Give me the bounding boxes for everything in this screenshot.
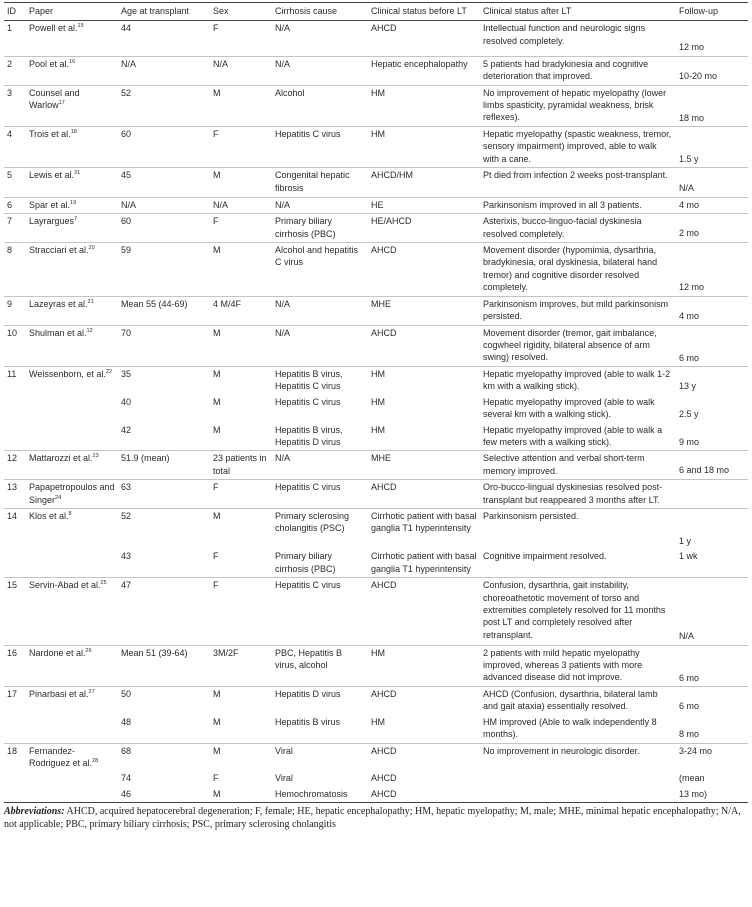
cell-id: 12 [4, 451, 26, 480]
cell-cause: Hepatitis C virus [275, 396, 341, 407]
cell-follow-up: 1.5 y [676, 127, 748, 168]
cell-follow-up: 6 mo [676, 645, 748, 686]
cell-age: N/A [118, 56, 210, 85]
cell-status-after: Confusion, dysarthria, gait instability, choreoathetotic movement of torso and extremities completely resolved for 11 months post LT and completely resolved after retransplant. [480, 578, 676, 645]
cell-sex: F [213, 551, 219, 562]
table-row [4, 451, 748, 480]
table-row [4, 85, 748, 126]
cell-follow-up: 6 mo [676, 687, 748, 715]
cell-sex: M [210, 168, 272, 197]
cell-id: 18 [4, 743, 26, 771]
cell-status-before: Cirrhotic patient with basal ganglia T1 hyperintensity [368, 508, 480, 549]
cell-status-before: AHCD [368, 578, 480, 645]
cell-follow-up: 13 y [676, 366, 748, 394]
cell-status-before: AHCD [368, 687, 480, 715]
cell-cause: Primary biliary cirrhosis (PBC) [272, 214, 368, 243]
cell-status-after: Parkinsonism improves, but mild parkinsonism persisted. [480, 296, 676, 325]
cell-status-before: AHCD [368, 787, 480, 803]
cell-cause: Primary biliary cirrhosis (PBC) [275, 551, 336, 574]
cell-sex: F [210, 578, 272, 645]
cell-sex: M [210, 85, 272, 126]
cell-follow-up: N/A [676, 168, 748, 197]
cell-id [4, 395, 26, 423]
cell-cause: Alcohol and hepatitis C virus [272, 243, 368, 297]
cell-status-before: HM [371, 396, 385, 407]
cell-cause: Hepatitis C virus [272, 127, 368, 168]
reference-number: 21 [87, 298, 94, 305]
cell-id: 17 [4, 687, 26, 715]
cell-sex: M [210, 366, 272, 394]
paper-name: Pool et al. [29, 58, 70, 69]
cell-cause: Hepatitis D virus [272, 687, 368, 715]
cell-cause: Congenital hepatic fibrosis [272, 168, 368, 197]
table-row [4, 325, 748, 366]
reference-number: 7 [74, 216, 78, 223]
cell-id [4, 771, 26, 786]
paper-name: Weissenborn, et al. [29, 368, 106, 379]
cell-id: 3 [4, 85, 26, 126]
cell-status-after: Pt died from infection 2 weeks post-transplant. [480, 168, 676, 197]
cell-status-before: AHCD [368, 325, 480, 366]
cell-sex: M [210, 325, 272, 366]
cell-status-before: HM [368, 645, 480, 686]
cell-age: 60 [118, 127, 210, 168]
cell-id: 4 [4, 127, 26, 168]
cell-sex: M [213, 716, 221, 727]
cell-id: 14 [4, 508, 26, 549]
cell-status-before: HE [368, 197, 480, 213]
paper-name: Trois et al. [29, 129, 71, 140]
header-sex: Sex [210, 3, 272, 21]
cell-paper [26, 645, 118, 686]
header-status-after: Clinical status after LT [480, 3, 676, 21]
cell-age: 50 [118, 687, 210, 715]
reference-number: 31 [74, 170, 81, 177]
cell-id: 6 [4, 197, 26, 213]
cell-paper [26, 687, 118, 715]
cell-id: 1 [4, 21, 26, 56]
paper-name: Shulman et al. [29, 327, 87, 338]
cell-paper [26, 21, 118, 56]
cell-follow-up: 2 mo [676, 214, 748, 243]
cell-id: 7 [4, 214, 26, 243]
cell-status-after: Parkinsonism improved in all 3 patients. [480, 197, 676, 213]
cell-sex: N/A [210, 56, 272, 85]
table-row [4, 787, 748, 803]
cell-sex: 23 patients in total [210, 451, 272, 480]
cell-sex: M [213, 424, 221, 435]
abbreviations-footnote [4, 806, 748, 831]
paper-name: Nardone et al. [29, 647, 86, 658]
table-row [4, 715, 748, 743]
cell-cause: Hemochromatosis [272, 787, 368, 803]
cell-sex: M [210, 508, 272, 549]
cell-sex: F [210, 480, 272, 509]
cell-paper [26, 787, 118, 803]
cell-status-after: Parkinsonism persisted. [480, 508, 676, 549]
paper-name: Layrargues [29, 216, 75, 227]
cell-age: 63 [118, 480, 210, 509]
cell-sex: M [210, 243, 272, 297]
cell-paper [26, 56, 118, 85]
cell-follow-up: 3-24 mo [676, 743, 748, 771]
cell-status-before: HM [368, 366, 480, 394]
cell-age: 68 [118, 743, 210, 771]
reference-number: 23 [92, 453, 99, 460]
cell-age: 74 [121, 773, 132, 784]
cell-follow-up: 4 mo [676, 296, 748, 325]
reference-number: 18 [70, 129, 77, 136]
cell-id: 15 [4, 578, 26, 645]
cell-paper [26, 743, 118, 771]
table-row [4, 168, 748, 197]
reference-number: 26 [85, 647, 92, 654]
cell-status-after: Hepatic myelopathy improved (able to walk 1-2 km with a walking stick). [480, 366, 676, 394]
paper-name: Servin-Abad et al. [29, 580, 101, 591]
cell-age: 52 [118, 85, 210, 126]
cell-status-before: AHCD [368, 21, 480, 56]
cell-sex: F [210, 127, 272, 168]
cell-cause: Hepatitis B virus, Hepatitis C virus [272, 366, 368, 394]
cell-age: 48 [121, 716, 132, 727]
footnote-label: Abbreviations: [4, 806, 65, 818]
table-row [4, 508, 748, 549]
cell-cause: Hepatitis C virus [272, 578, 368, 645]
cell-follow-up: 2.5 y [679, 408, 699, 419]
cell-age: 52 [118, 508, 210, 549]
cell-status-after: Movement disorder (hypomimia, dysarthria, bradykinesia, oral dyskinesia, bilateral hand tremor) and cognitive disorder resolved completely. [480, 243, 676, 297]
cell-status-after: Asterixis, bucco-linguo-facial dyskinesia resolved completely. [480, 214, 676, 243]
cell-status-after: HM improved (Able to walk independently 8 months). [483, 716, 657, 740]
header-paper: Paper [26, 3, 118, 21]
table-row [4, 549, 748, 577]
header-id: ID [4, 3, 26, 21]
cell-status-after [480, 787, 676, 803]
cell-cause: N/A [272, 325, 368, 366]
cell-age: Mean 55 (44-69) [118, 296, 210, 325]
cell-age: 47 [118, 578, 210, 645]
cell-id: 10 [4, 325, 26, 366]
cell-sex: N/A [210, 197, 272, 213]
cell-cause: Viral [272, 743, 368, 771]
cell-cause: N/A [272, 296, 368, 325]
cell-age: 44 [118, 21, 210, 56]
cell-follow-up: 12 mo [676, 21, 748, 56]
cell-follow-up: 10-20 mo [676, 56, 748, 85]
cell-status-before: HM [368, 127, 480, 168]
table-body [4, 21, 748, 803]
paper-name: Papapetropoulos and Singer [29, 482, 115, 505]
cell-sex: M [210, 687, 272, 715]
cell-status-after: Hepatic myelopathy (spastic weakness, tremor, sensory impairment) improved, able to walk with a cane. [480, 127, 676, 168]
cell-paper [26, 395, 118, 423]
cell-paper [26, 715, 118, 743]
cell-cause: Viral [275, 773, 293, 784]
cell-status-after: Oro-bucco-lingual dyskinesias resolved post-transplant but reappeared 3 months after LT. [480, 480, 676, 509]
table-row [4, 21, 748, 56]
cell-cause: N/A [272, 56, 368, 85]
cell-sex: F [210, 214, 272, 243]
cell-age: 70 [118, 325, 210, 366]
cell-sex: 4 M/4F [210, 296, 272, 325]
paper-name: Mattarozzi et al. [29, 453, 93, 464]
cell-status-before: Hepatic encephalopathy [368, 56, 480, 85]
cell-cause: N/A [272, 21, 368, 56]
header-age: Age at transplant [118, 3, 210, 21]
cell-follow-up: 6 and 18 mo [676, 451, 748, 480]
cell-paper [26, 127, 118, 168]
table-row [4, 56, 748, 85]
table-row [4, 366, 748, 394]
cell-paper [26, 168, 118, 197]
cell-sex: M [213, 396, 221, 407]
cell-age: 42 [121, 424, 132, 435]
reference-number: 20 [88, 245, 95, 252]
table-row [4, 687, 748, 715]
cell-cause: Hepatitis B virus [275, 716, 341, 727]
table-container [4, 2, 748, 831]
cell-status-after: Hepatic myelopathy improved (able to walk a few meters with a walking stick). [483, 424, 663, 447]
table-row [4, 645, 748, 686]
cell-sex: M [210, 743, 272, 771]
cell-status-after: No improvement in neurologic disorder. [480, 743, 676, 771]
cell-follow-up [676, 480, 748, 509]
cell-age: 35 [118, 366, 210, 394]
paper-name: Stracciari et al. [29, 245, 89, 256]
cell-paper [26, 771, 118, 786]
cell-cause: Hepatitis C virus [272, 480, 368, 509]
cell-paper [26, 197, 118, 213]
cell-status-after: 5 patients had bradykinesia and cognitive deterioration that improved. [480, 56, 676, 85]
cell-age: N/A [118, 197, 210, 213]
cell-cause: N/A [272, 197, 368, 213]
cell-status-after: Intellectual function and neurologic signs resolved completely. [480, 21, 676, 56]
cell-status-before: AHCD [368, 243, 480, 297]
cell-age: Mean 51 (39-64) [118, 645, 210, 686]
cell-id: 2 [4, 56, 26, 85]
reference-number: 25 [100, 580, 107, 587]
cell-age: 59 [118, 243, 210, 297]
reference-number: 28 [92, 758, 99, 765]
cell-status-after: Hepatic myelopathy improved (able to walk several km with a walking stick). [483, 396, 655, 420]
cell-status-after [480, 771, 676, 786]
cell-id: 9 [4, 296, 26, 325]
cell-status-before: AHCD/HM [368, 168, 480, 197]
cell-id: 11 [4, 366, 26, 394]
cell-status-after: AHCD (Confusion, dysarthria, bilateral lamb and gait ataxia) essentially resolved. [480, 687, 676, 715]
cell-status-before: MHE [368, 451, 480, 480]
cell-paper [26, 214, 118, 243]
table-row [4, 127, 748, 168]
paper-name: Pinarbasi et al. [29, 689, 89, 699]
reference-number: 12 [86, 327, 93, 334]
cell-id [4, 549, 26, 577]
cell-follow-up: 13 mo) [676, 787, 748, 803]
cell-age: 51.9 (mean) [118, 451, 210, 480]
cell-status-before: Cirrhotic patient with basal ganglia T1 hyperintensity [371, 551, 477, 574]
reference-number: 19 [70, 199, 77, 206]
reference-number: 17 [58, 100, 65, 107]
cell-sex: F [213, 773, 219, 784]
reference-number: 15 [77, 23, 84, 30]
cell-cause: Alcohol [272, 85, 368, 126]
cell-status-before: HM [368, 85, 480, 126]
cell-cause: Primary sclerosing cholangitis (PSC) [272, 508, 368, 549]
cell-cause: Hepatitis B virus, Hepatitis D virus [275, 424, 343, 447]
cell-paper [26, 423, 118, 451]
cell-status-before: AHCD [368, 480, 480, 509]
cell-paper [26, 508, 118, 549]
footnote-text: AHCD, acquired hepatocerebral degeneration; F, female; HE, hepatic encephalopathy; HM, hepatic myelopathy; M, male; MHE, minimal hepatic encephalopathy; N/A, not applicable; PBC, primary biliary cirrhosis; PSC, primary sclerosing cholangitis [4, 806, 741, 830]
cell-status-before: HE/AHCD [368, 214, 480, 243]
cell-sex: F [210, 21, 272, 56]
paper-name: Klos et al. [29, 510, 69, 521]
table-row [4, 296, 748, 325]
cell-age: 40 [121, 396, 132, 407]
cell-follow-up: 1 wk [679, 551, 698, 562]
cell-id [4, 787, 26, 803]
cell-id [4, 715, 26, 743]
cell-follow-up: (mean [679, 773, 705, 784]
cell-follow-up: 9 mo [679, 436, 700, 447]
reference-number: 22 [105, 368, 112, 375]
paper-name: Fernandez-Rodriguez et al. [29, 745, 93, 769]
table-row [4, 423, 748, 451]
cell-sex: 3M/2F [210, 645, 272, 686]
cell-paper [26, 296, 118, 325]
cell-status-after: Selective attention and verbal short-term memory improved. [480, 451, 676, 480]
cell-status-after: Cognitive impairment resolved. [483, 551, 607, 562]
reference-number: 8 [68, 510, 72, 517]
transplant-outcomes-table [4, 2, 748, 803]
cell-age: 60 [118, 214, 210, 243]
header-row [4, 3, 748, 21]
cell-paper [26, 549, 118, 577]
reference-number: 27 [88, 689, 95, 695]
cell-status-before: AHCD [368, 743, 480, 771]
cell-paper [26, 578, 118, 645]
cell-status-before: MHE [368, 296, 480, 325]
header-follow-up: Follow-up [676, 3, 748, 21]
cell-follow-up: 1 y [676, 508, 748, 549]
cell-age: 46 [118, 787, 210, 803]
cell-cause: PBC, Hepatitis B virus, alcohol [272, 645, 368, 686]
paper-name: Counsel and Warlow [29, 87, 80, 111]
table-row [4, 743, 748, 771]
cell-paper [26, 480, 118, 509]
table-row [4, 480, 748, 509]
cell-paper [26, 451, 118, 480]
cell-age: 45 [118, 168, 210, 197]
table-row [4, 197, 748, 213]
table-row [4, 578, 748, 645]
table-row [4, 395, 748, 423]
cell-follow-up: 18 mo [676, 85, 748, 126]
cell-follow-up: 8 mo [679, 728, 700, 739]
cell-id: 16 [4, 645, 26, 686]
cell-follow-up: N/A [676, 578, 748, 645]
cell-paper [26, 243, 118, 297]
cell-paper [26, 85, 118, 126]
cell-id: 5 [4, 168, 26, 197]
cell-follow-up: 12 mo [676, 243, 748, 297]
cell-paper [26, 366, 118, 394]
cell-status-before: HM [371, 716, 385, 727]
cell-status-after: Movement disorder (tremor, gait imbalance, cogwheel rigidity, bilateral absence of arm swing) resolved. [480, 325, 676, 366]
cell-cause: N/A [272, 451, 368, 480]
cell-status-before: HM [371, 424, 385, 435]
cell-paper [26, 325, 118, 366]
paper-name: Powell et al. [29, 23, 78, 34]
paper-name: Spar et al. [29, 199, 71, 210]
cell-follow-up: 4 mo [676, 197, 748, 213]
header-cause: Cirrhosis cause [272, 3, 368, 21]
cell-id: 13 [4, 480, 26, 509]
cell-status-before: AHCD [371, 773, 397, 784]
cell-id [4, 423, 26, 451]
paper-name: Lazeyras et al. [29, 298, 88, 309]
cell-age: 43 [121, 551, 132, 562]
table-row [4, 771, 748, 786]
table-row [4, 243, 748, 297]
reference-number: 24 [55, 494, 62, 501]
cell-id: 8 [4, 243, 26, 297]
cell-status-after: 2 patients with mild hepatic myelopathy improved, whereas 3 patients with more advanced disease did not improve. [480, 645, 676, 686]
table-row [4, 214, 748, 243]
paper-name: Lewis et al. [29, 170, 75, 181]
cell-follow-up: 6 mo [676, 325, 748, 366]
header-status-before: Clinical status before LT [368, 3, 480, 21]
reference-number: 16 [69, 58, 76, 65]
cell-sex: M [210, 787, 272, 803]
cell-status-after: No improvement of hepatic myelopathy (lower limbs spasticity, pyramidal weakness, brisk reflexes). [480, 85, 676, 126]
